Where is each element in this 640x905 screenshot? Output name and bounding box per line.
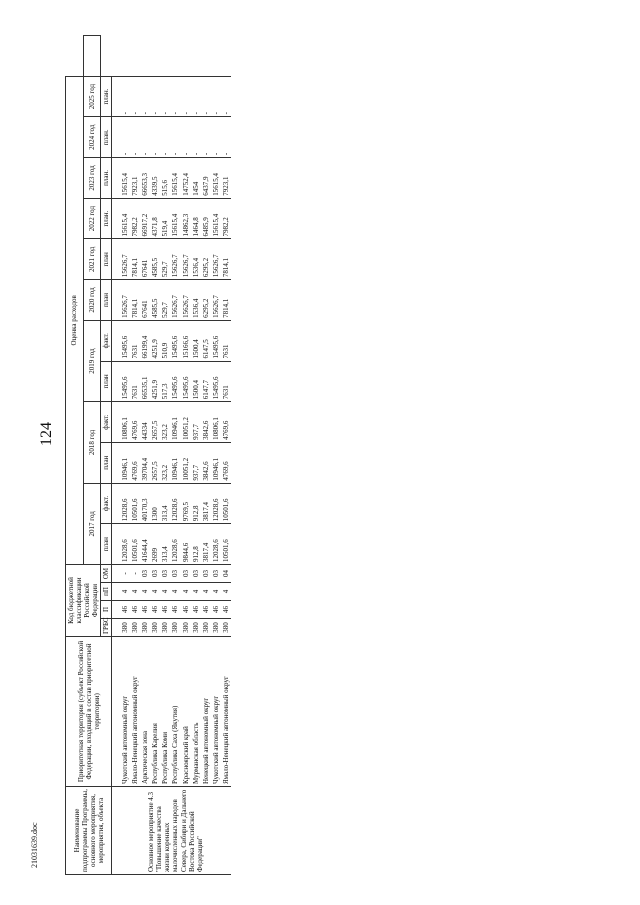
code-cell-p: 46 [191, 601, 201, 619]
value-cell: 1500,4 [191, 320, 201, 361]
value-cell: 10946,1 [120, 442, 130, 483]
code-cell-pp: 4 [201, 583, 211, 601]
code-cell-grbs: 380 [181, 619, 191, 637]
code-cell-p: 46 [211, 601, 221, 619]
code-cell-om: - [130, 564, 140, 582]
code-cell-grbs: 380 [191, 619, 201, 637]
value-cell: 6437,9 [201, 158, 211, 199]
value-cell: 7814,1 [221, 239, 231, 280]
value-cell: - [120, 117, 130, 158]
value-cell: 515,6 [160, 158, 170, 199]
value-cell: 12028,6 [211, 524, 221, 565]
value-cell: 7923,1 [221, 158, 231, 199]
code-cell-p: 46 [120, 601, 130, 619]
value-cell: 39704,4 [140, 442, 150, 483]
header-year-2025: 2025 год [83, 76, 101, 117]
header-year-2017: 2017 год [83, 483, 101, 564]
value-cell: 4769,6 [130, 442, 140, 483]
table-row [191, 36, 201, 875]
value-cell: - [140, 117, 150, 158]
header-plan: план. [101, 198, 112, 239]
value-cell: 10051,2 [181, 402, 191, 443]
value-cell: 15495,6 [211, 361, 221, 402]
value-cell: 15626,7 [181, 280, 191, 321]
code-cell-pp: 4 [221, 583, 231, 601]
code-cell-om: 03 [191, 564, 201, 582]
value-cell: 3817,4 [201, 524, 211, 565]
value-cell: 10051,2 [181, 442, 191, 483]
code-cell-om: 03 [170, 564, 180, 582]
value-cell: - [211, 117, 221, 158]
header-code-group: Код бюджетной классификации Российской Федерации [66, 564, 101, 636]
value-cell: 3817,4 [201, 483, 211, 524]
value-cell: 323,2 [160, 442, 170, 483]
value-cell: 4339,5 [150, 158, 160, 199]
header-code-om: ОМ [101, 564, 112, 582]
value-cell: - [221, 117, 231, 158]
table-body [112, 36, 231, 875]
code-cell-grbs: 380 [211, 619, 221, 637]
value-cell: 14752,4 [181, 158, 191, 199]
value-cell: 7814,1 [221, 280, 231, 321]
table-row [170, 36, 180, 875]
value-cell: 10946,1 [211, 442, 221, 483]
value-cell: 66199,4 [140, 320, 150, 361]
header-plan: план [101, 280, 112, 321]
value-cell: 6295,2 [201, 280, 211, 321]
value-cell: 15615,4 [120, 158, 130, 199]
value-cell: - [130, 76, 140, 117]
code-cell-grbs: 380 [120, 619, 130, 637]
code-cell-pp: 4 [191, 583, 201, 601]
code-cell-om: 03 [181, 564, 191, 582]
value-cell: 66917,2 [140, 198, 150, 239]
territory-cell: Ямало-Ненецкий автономный округ [221, 637, 231, 787]
territory-cell: Мурманская область [191, 637, 201, 787]
value-cell: 2657,5 [150, 442, 160, 483]
table-row [201, 36, 211, 875]
header-year-2018: 2018 год [83, 402, 101, 483]
value-cell: 15495,6 [120, 320, 130, 361]
value-cell: 7814,1 [130, 239, 140, 280]
value-cell: 9769,5 [181, 483, 191, 524]
value-cell: 519,4 [160, 198, 170, 239]
value-cell: 10806,1 [211, 402, 221, 443]
value-cell: 1454 [191, 158, 201, 199]
value-cell: 313,4 [160, 524, 170, 565]
header-year-2021: 2021 год [83, 239, 101, 280]
code-cell-pp: 4 [170, 583, 180, 601]
value-cell: 67641 [140, 280, 150, 321]
value-cell: 15495,6 [211, 320, 221, 361]
value-cell: 7631 [221, 320, 231, 361]
value-cell: - [191, 117, 201, 158]
value-cell: 529,7 [160, 239, 170, 280]
code-cell-p: 46 [181, 601, 191, 619]
territory-cell: Чукотский автономный округ [211, 637, 221, 787]
value-cell: 7923,1 [130, 158, 140, 199]
header-code-p: П [101, 601, 112, 619]
code-cell-grbs: 380 [170, 619, 180, 637]
header-fact: факт. [101, 483, 112, 524]
code-cell-p: 46 [150, 601, 160, 619]
value-cell: 10501,6 [221, 524, 231, 565]
header-empty [83, 36, 101, 77]
code-cell-pp: 4 [211, 583, 221, 601]
code-cell-om: - [120, 564, 130, 582]
value-cell: 15626,7 [181, 239, 191, 280]
value-cell: - [150, 76, 160, 117]
value-cell: - [120, 76, 130, 117]
value-cell: 3842,6 [201, 402, 211, 443]
value-cell: 15626,7 [211, 239, 221, 280]
header-estimate: Оценка расходов [66, 76, 84, 564]
code-cell-p: 46 [170, 601, 180, 619]
code-cell-grbs: 380 [160, 619, 170, 637]
value-cell: 10501,6 [130, 483, 140, 524]
value-cell: 7814,1 [130, 280, 140, 321]
territory-cell: Арктическая зона [140, 637, 150, 787]
value-cell: 66535,1 [140, 361, 150, 402]
header-year-2023: 2023 год [83, 158, 101, 199]
header-plan: план [101, 442, 112, 483]
value-cell: 7631 [221, 361, 231, 402]
table-row [150, 36, 160, 875]
value-cell: 15626,7 [120, 239, 130, 280]
table-row [181, 36, 191, 875]
value-cell: 6295,2 [201, 239, 211, 280]
footer-filename: 21031639.doc [30, 822, 39, 868]
header-plan: план [101, 524, 112, 565]
value-cell: 313,4 [160, 483, 170, 524]
header-fact: факт. [101, 320, 112, 361]
code-cell-om: 03 [211, 564, 221, 582]
value-cell: 15615,4 [170, 158, 180, 199]
territory-cell: Красноярский край [181, 637, 191, 787]
value-cell: 12028,6 [120, 524, 130, 565]
value-cell: 10806,1 [120, 402, 130, 443]
value-cell: - [221, 76, 231, 117]
value-cell: 912,8 [191, 524, 201, 565]
value-cell: - [170, 76, 180, 117]
value-cell: 15626,7 [170, 280, 180, 321]
header-plan: план [101, 361, 112, 402]
value-cell: 7982,2 [130, 198, 140, 239]
value-cell: 15626,7 [170, 239, 180, 280]
value-cell: 323,2 [160, 402, 170, 443]
value-cell: 15626,7 [120, 280, 130, 321]
header-territory: Приоритетная территория (субъект Российской Федерации, входящий в состав приоритетной территории) [66, 637, 112, 787]
header-year-2019: 2019 год [83, 320, 101, 401]
value-cell: 4251,9 [150, 361, 160, 402]
value-cell: - [160, 76, 170, 117]
value-cell: - [140, 76, 150, 117]
value-cell: 6147,7 [201, 361, 211, 402]
header-plan: план. [101, 117, 112, 158]
code-cell-grbs: 380 [201, 619, 211, 637]
table-row [120, 36, 130, 875]
value-cell: 1464,8 [191, 198, 201, 239]
value-cell: 15615,4 [120, 198, 130, 239]
measure-name: Основное мероприятие 4.3 "Повышение качества жизни коренных малочисленных народов Севера, Сибири и Дальнего Востока Российской Федерации" [120, 787, 231, 875]
header-year-2020: 2020 год [83, 280, 101, 321]
value-cell: 40170,3 [140, 483, 150, 524]
value-cell: 912,8 [191, 483, 201, 524]
value-cell: 937,7 [191, 402, 201, 443]
budget-table-sheet [65, 35, 620, 875]
value-cell: - [211, 76, 221, 117]
value-cell: 15166,6 [181, 320, 191, 361]
header-name: Наименование подпрограммы Программы, основного мероприятия, мероприятия, объекта [66, 787, 112, 875]
value-cell: 15495,6 [170, 361, 180, 402]
code-cell-pp: 4 [140, 583, 150, 601]
header-code-grbs: ГРБС [101, 619, 112, 637]
value-cell: 3842,6 [201, 442, 211, 483]
header-year-2024: 2024 год [83, 117, 101, 158]
value-cell: - [201, 117, 211, 158]
value-cell: 1536,4 [191, 280, 201, 321]
value-cell: 15615,4 [211, 158, 221, 199]
value-cell: 15615,4 [170, 198, 180, 239]
code-cell-grbs: 380 [221, 619, 231, 637]
value-cell: 529,7 [160, 280, 170, 321]
value-cell: - [170, 117, 180, 158]
value-cell: 15495,6 [170, 320, 180, 361]
code-cell-p: 46 [130, 601, 140, 619]
value-cell: 2699 [150, 524, 160, 565]
value-cell: 1536,4 [191, 239, 201, 280]
value-cell: 44334 [140, 402, 150, 443]
code-cell-pp: 4 [130, 583, 140, 601]
code-cell-om: 03 [140, 564, 150, 582]
header-plan: план. [101, 76, 112, 117]
value-cell: 4371,8 [150, 198, 160, 239]
value-cell: 12028,6 [170, 483, 180, 524]
value-cell: 4769,6 [221, 442, 231, 483]
value-cell: - [160, 117, 170, 158]
table-row [211, 36, 221, 875]
table-row [160, 36, 170, 875]
value-cell: 12028,6 [170, 524, 180, 565]
value-cell: 7982,2 [221, 198, 231, 239]
table-row [130, 36, 140, 875]
value-cell: - [130, 117, 140, 158]
code-cell-pp: 4 [150, 583, 160, 601]
value-cell: - [201, 76, 211, 117]
value-cell: 4769,6 [130, 402, 140, 443]
code-cell-om: 03 [150, 564, 160, 582]
value-cell: 4251,9 [150, 320, 160, 361]
code-cell-grbs: 380 [140, 619, 150, 637]
code-cell-pp: 4 [160, 583, 170, 601]
code-cell-om: 03 [201, 564, 211, 582]
value-cell: 2657,5 [150, 402, 160, 443]
value-cell: 12028,6 [120, 483, 130, 524]
value-cell: 15626,7 [211, 280, 221, 321]
territory-cell: Республика Карелия [150, 637, 160, 787]
code-cell-grbs: 380 [150, 619, 160, 637]
code-cell-pp: 4 [181, 583, 191, 601]
value-cell: 6147,5 [201, 320, 211, 361]
value-cell: 4769,6 [221, 402, 231, 443]
value-cell: 9844,6 [181, 524, 191, 565]
value-cell: 10946,1 [170, 442, 180, 483]
table-row [140, 36, 150, 875]
code-cell-p: 46 [201, 601, 211, 619]
value-cell: 4585,5 [150, 239, 160, 280]
value-cell: 15495,6 [120, 361, 130, 402]
header-plan: план [101, 239, 112, 280]
code-cell-pp: 4 [120, 583, 130, 601]
value-cell: 4585,5 [150, 280, 160, 321]
code-cell-p: 46 [140, 601, 150, 619]
value-cell: 7631 [130, 361, 140, 402]
value-cell: 66653,3 [140, 158, 150, 199]
header-year-2022: 2022 год [83, 198, 101, 239]
value-cell: 10501,6 [130, 524, 140, 565]
value-cell: 10946,1 [170, 402, 180, 443]
value-cell: 10501,6 [221, 483, 231, 524]
territory-cell: Ямало-Ненецкий автономный округ [130, 637, 140, 787]
table-row [221, 36, 231, 875]
code-cell-p: 46 [160, 601, 170, 619]
value-cell: 1300 [150, 483, 160, 524]
territory-cell: Республика Саха (Якутия) [170, 637, 180, 787]
code-cell-p: 46 [221, 601, 231, 619]
value-cell: 15495,6 [181, 361, 191, 402]
header-fact: факт. [101, 402, 112, 443]
value-cell: 7631 [130, 320, 140, 361]
value-cell: - [150, 117, 160, 158]
value-cell: - [181, 76, 191, 117]
value-cell: 67641 [140, 239, 150, 280]
value-cell: 517,3 [160, 361, 170, 402]
value-cell: - [181, 117, 191, 158]
value-cell: 14862,3 [181, 198, 191, 239]
code-cell-grbs: 380 [130, 619, 140, 637]
value-cell: 6485,9 [201, 198, 211, 239]
territory-cell: Республика Коми [160, 637, 170, 787]
header-code-pp: пП [101, 583, 112, 601]
value-cell: 937,7 [191, 442, 201, 483]
territory-cell: Чукотский автономный округ [120, 637, 130, 787]
budget-table [65, 35, 231, 875]
code-cell-om: 03 [160, 564, 170, 582]
value-cell: - [191, 76, 201, 117]
territory-cell: Ненецкий автономный округ [201, 637, 211, 787]
value-cell: 41644,4 [140, 524, 150, 565]
value-cell: 12028,6 [211, 483, 221, 524]
code-cell-om: 04 [221, 564, 231, 582]
value-cell: 510,9 [160, 320, 170, 361]
value-cell: 15615,4 [211, 198, 221, 239]
header-plan: план. [101, 158, 112, 199]
value-cell: 1500,4 [191, 361, 201, 402]
